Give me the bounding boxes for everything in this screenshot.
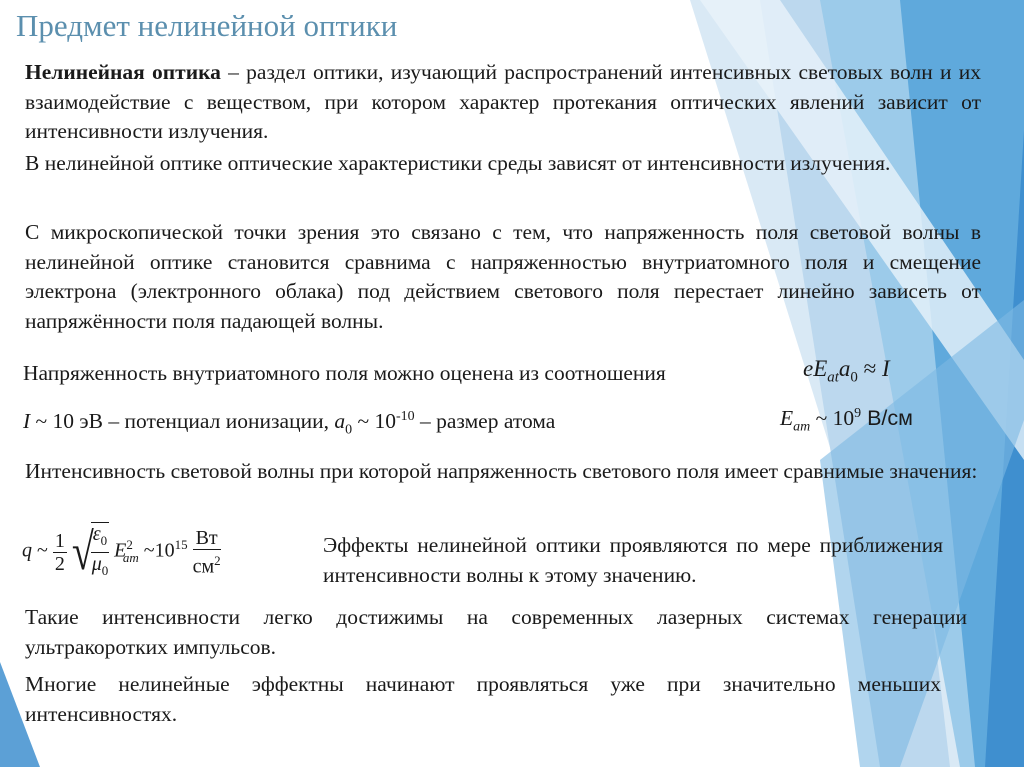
sqrt-body: $\frac{\varepsilon_0}{\mu_0}$: [91, 522, 109, 582]
slide-title: Предмет нелинейной оптики: [16, 8, 398, 43]
estimate-text: Напряженность внутриатомного поля можно оценена из соотношения: [23, 361, 666, 385]
paragraph-intensity: Интенсивность световой волны при которой напряженность светового поля имеет сравнимые значения:: [25, 459, 978, 483]
definition-text: – раздел оптики, изучающий распространений интенсивных световых волн и их взаимодействие с веществом, при котором характер протекания оптических явлений зависит от интенсивности излучения.: [25, 60, 981, 143]
paragraph-many-effects: Многие нелинейные эффектны начинают проявляться уже при значительно меньших интенсивностях.: [25, 672, 941, 726]
estimate-formula: $eE_{at}a_0 \approx I$: [803, 356, 890, 386]
paragraph-lasers: Такие интенсивности легко достижимы на современных лазерных системах генерации ультракоротких импульсов.: [25, 605, 967, 659]
half-fraction: $\frac{1}{2}$: [54, 529, 65, 575]
unit-fraction: $\frac{Вт}{см^2}$: [192, 526, 221, 578]
paragraph-microscopic: С микроскопической точки зрения это связано с тем, что напряженность поля световой волны в нелинейной оптике становится сравнима с напряженностью внутриатомного поля и смещение электрона (электронного облака) под действием светового поля перестает линейно зависеть от напряжённости поля падающей волны.: [25, 220, 981, 333]
paragraph-effects: Эффекты нелинейной оптики проявляются по мере приближения интенсивности волны к этому значению.: [323, 533, 943, 587]
definition-paragraph: [25, 58, 981, 147]
intensity-formula: q ~ $\frac{1}{2}$ √ $\frac{\varepsilon_0}{\mu_0}$ $E^2_{ат}$ $\sim 10^{15}$ $\frac{Вт}{см^2}$: [22, 522, 221, 581]
definition-term: Нелинейная оптика: [25, 60, 221, 84]
sqrt-sign: √: [71, 522, 94, 581]
estimate-line: [23, 361, 666, 386]
paragraph-characteristics: В нелинейной оптике оптические характеристики среды зависят от интенсивности излучения.: [25, 151, 891, 175]
field-estimate: $E_{ат}$ ~ $10^9$ В/см: [780, 406, 913, 435]
params-line: I ~ 10 эВ – потенциал ионизации, $a_0$ ~ $10^{-10}$ – размер атома: [23, 409, 556, 438]
